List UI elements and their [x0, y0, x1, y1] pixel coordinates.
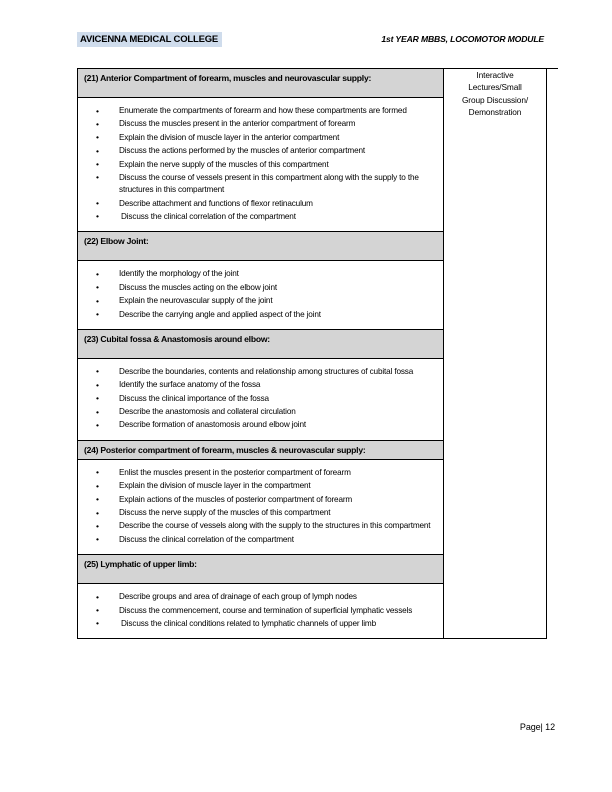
section-header-spacer — [78, 87, 443, 97]
section-title-25: (25) Lymphatic of upper limb: — [84, 559, 197, 570]
list-item: • Describe groups and area of drainage of each group of lymph nodes — [78, 591, 435, 603]
teaching-method-cell — [444, 69, 547, 639]
college-name: AVICENNA MEDICAL COLLEGE — [77, 32, 222, 47]
section-header-spacer — [78, 573, 443, 583]
list-item: • Describe attachment and functions of flexor retinaculum — [78, 198, 435, 210]
list-item: • Identify the morphology of the joint — [78, 268, 435, 280]
section-title-23: (23) Cubital fossa & Anastomosis around elbow: — [84, 333, 270, 344]
section-body-cell-23 — [78, 358, 444, 440]
section-title-24: (24) Posterior compartment of forearm, muscles & neurovascular supply: — [84, 444, 366, 455]
section-header-cell-22 — [78, 232, 444, 261]
list-item: • Explain the neurovascular supply of the joint — [78, 295, 435, 307]
section-header-cell-23 — [78, 329, 444, 358]
list-item: • Discuss the commencement, course and termination of superficial lymphatic vessels — [78, 605, 435, 617]
list-item: • Describe formation of anastomosis around elbow joint — [78, 419, 435, 431]
method-line-3: Group Discussion/ — [461, 94, 529, 105]
list-item: • Enumerate the compartments of forearm and how these compartments are formed — [78, 105, 435, 117]
list-item: • Discuss the clinical correlation of the compartment — [78, 211, 435, 223]
objectives-list-23 — [78, 359, 443, 440]
list-item: • Describe the anastomosis and collateral circulation — [78, 406, 435, 418]
list-item: • Explain the nerve supply of the muscles of this compartment — [78, 159, 435, 171]
list-item: • Discuss the clinical correlation of the compartment — [78, 534, 435, 546]
list-item: • Describe the carrying angle and applied aspect of the joint — [78, 309, 435, 321]
section-title-21: (21) Anterior Compartment of forearm, muscles and neurovascular supply: — [84, 73, 372, 83]
list-item: • Discuss the muscles present in the anterior compartment of forearm — [78, 118, 435, 130]
list-item: • Describe the course of vessels along with the supply to the structures in this compartment — [78, 520, 435, 532]
list-item: • Discuss the clinical conditions related to lymphatic channels of upper limb — [78, 618, 435, 630]
objectives-list-21 — [78, 98, 443, 231]
method-line-4: Demonstration — [468, 107, 522, 118]
document-header — [77, 32, 557, 48]
list-item: • Discuss the clinical importance of the fossa — [78, 393, 435, 405]
list-item: • Describe the boundaries, contents and relationship among structures of cubital fossa — [78, 366, 435, 378]
list-item: • Identify the surface anatomy of the fossa — [78, 379, 435, 391]
page-number-footer: Page| 12 — [519, 722, 555, 732]
list-item: • Discuss the nerve supply of the muscles of this compartment — [78, 507, 435, 519]
list-item: • Discuss the actions performed by the muscles of anterior compartment — [78, 145, 435, 157]
objectives-table — [77, 68, 547, 639]
list-item: • Discuss the muscles acting on the elbow joint — [78, 282, 435, 294]
list-item: • Discuss the course of vessels present in this compartment along with the supply to the structures in this compartment — [78, 172, 435, 196]
list-item: • Enlist the muscles present in the posterior compartment of forearm — [78, 467, 435, 479]
method-line-2: Lectures/Small — [468, 82, 522, 93]
section-body-cell-22 — [78, 261, 444, 330]
list-item: • Explain the division of muscle layer in the compartment — [78, 480, 435, 492]
section-body-cell-21 — [78, 98, 444, 232]
section-title-22: (22) Elbow Joint: — [84, 236, 149, 247]
section-header-cell-21 — [78, 69, 444, 98]
list-item: • Explain actions of the muscles of posterior compartment of forearm — [78, 494, 435, 506]
section-header-spacer — [78, 250, 443, 260]
table-top-overhang-rule — [547, 68, 558, 69]
section-header-spacer — [78, 348, 443, 358]
objectives-list-22 — [78, 261, 443, 329]
objectives-list-24 — [78, 460, 443, 554]
method-line-1: Interactive — [476, 70, 514, 80]
section-header-cell-25 — [78, 555, 444, 584]
section-body-cell-24 — [78, 459, 444, 554]
objectives-list-25 — [78, 584, 443, 638]
table-row — [78, 69, 547, 98]
module-title: 1st YEAR MBBS, LOCOMOTOR MODULE — [381, 34, 544, 44]
section-body-cell-25 — [78, 584, 444, 639]
section-header-cell-24 — [78, 440, 444, 459]
list-item: • Explain the division of muscle layer in the anterior compartment — [78, 132, 435, 144]
